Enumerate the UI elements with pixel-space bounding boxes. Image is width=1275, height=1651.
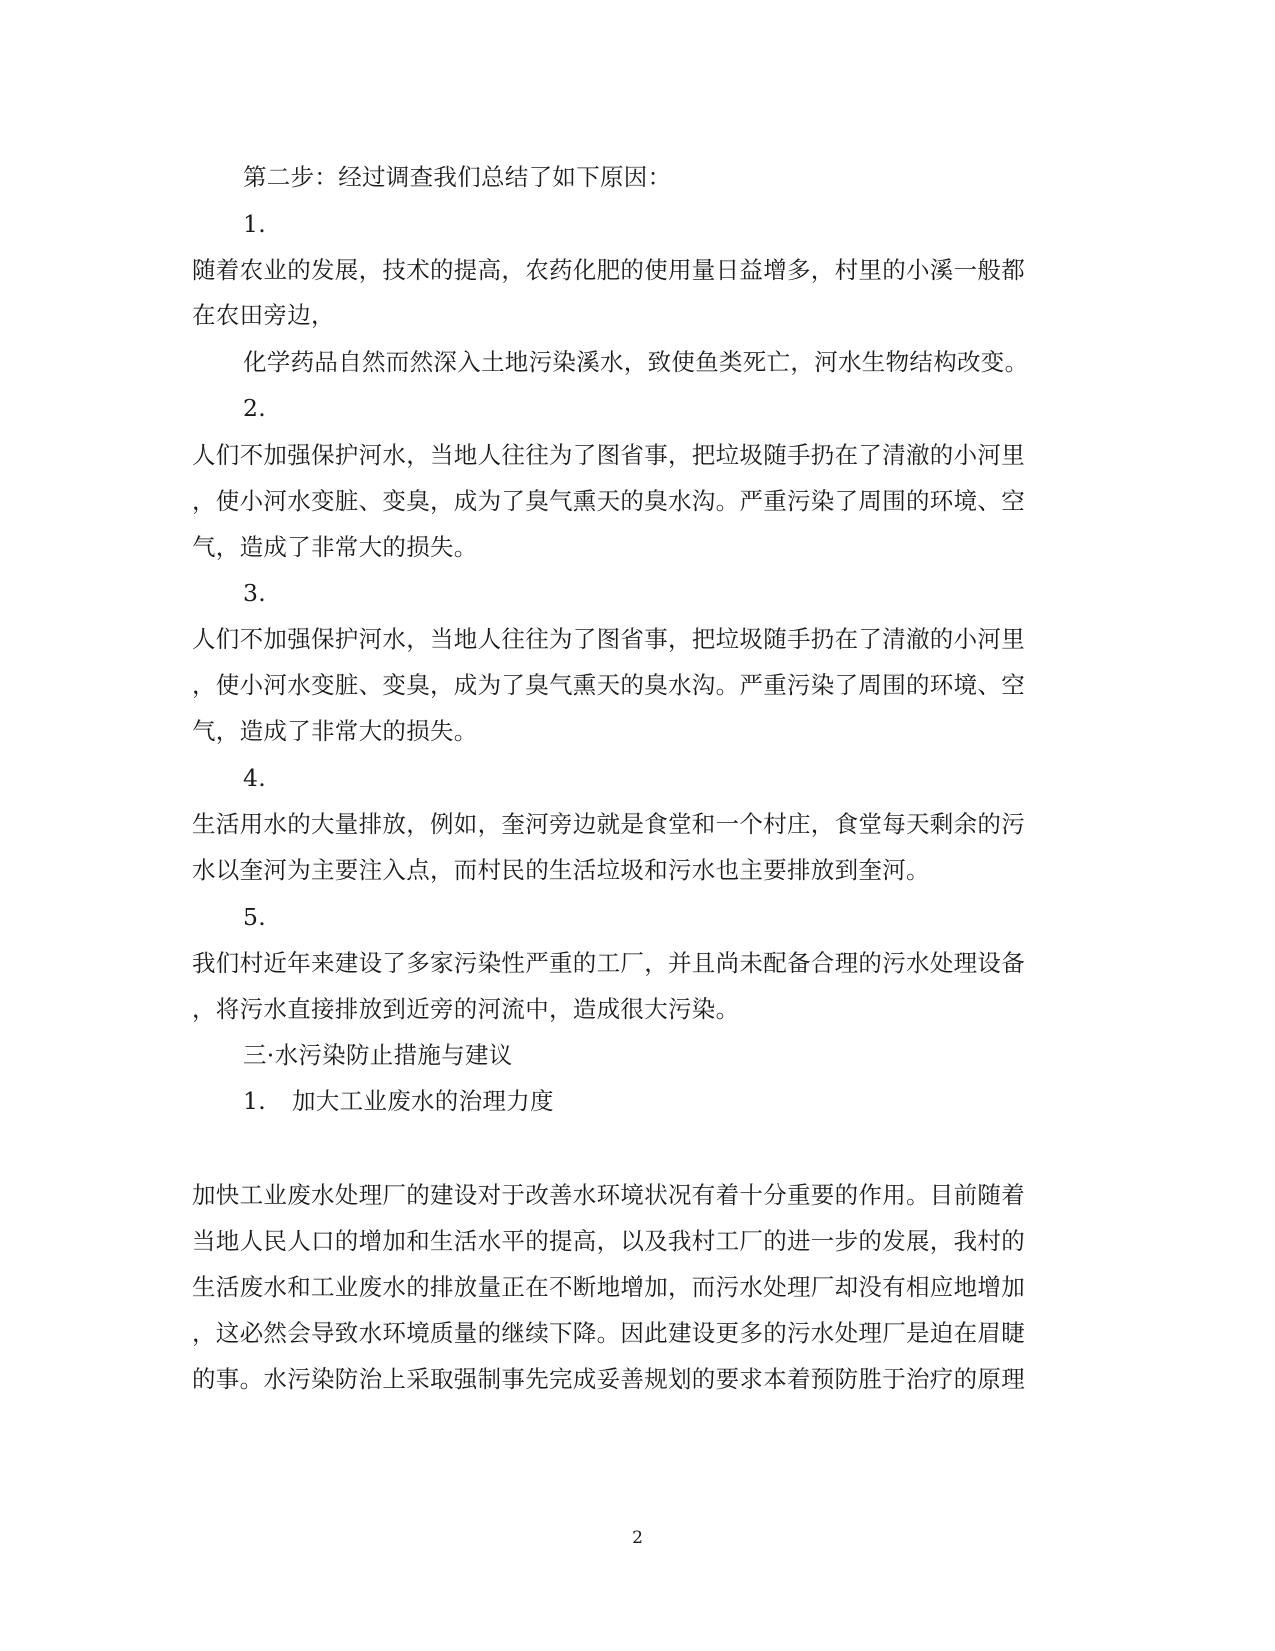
step-heading: 第二步：经过调查我们总结了如下原因： [243,163,672,191]
list-item-line: 在农田旁边， [192,301,335,329]
list-item-number: 3. [243,579,267,607]
list-item-line: 化学药品自然而然深入土地污染溪水，致使鱼类死亡，河水生物结构改变。 [243,348,1029,376]
list-item-line: ，使小河水变脏、变臭，成为了臭气熏天的臭水沟。严重污染了周围的环境、空 [192,487,1025,515]
paragraph-line: ，这必然会导致水环境质量的继续下降。因此建设更多的污水处理厂是迫在眉睫 [192,1319,1025,1347]
list-item-line: 人们不加强保护河水，当地人往往为了图省事，把垃圾随手扔在了清澈的小河里 [192,441,1025,469]
paragraph-line: 生活废水和工业废水的排放量正在不断地增加，而污水处理厂却没有相应地增加 [192,1273,1025,1301]
list-item-line: 气，造成了非常大的损失。 [192,717,478,745]
paragraph-line: 当地人民人口的增加和生活水平的提高，以及我村工厂的进一步的发展，我村的 [192,1227,1025,1255]
subsection-number: 1. [243,1087,267,1115]
list-item-line: 人们不加强保护河水，当地人往往为了图省事，把垃圾随手扔在了清澈的小河里 [192,625,1025,653]
list-item-line: 随着农业的发展，技术的提高，农药化肥的使用量日益增多，村里的小溪一般都 [192,256,1025,284]
list-item-line: 生活用水的大量排放，例如，奎河旁边就是食堂和一个村庄，食堂每天剩余的污 [192,810,1025,838]
paragraph-line: 的事。水污染防治上采取强制事先完成妥善规划的要求本着预防胜于治疗的原理 [192,1365,1025,1393]
list-item-number: 2. [243,394,267,422]
list-item-line: ，使小河水变脏、变臭，成为了臭气熏天的臭水沟。严重污染了周围的环境、空 [192,671,1025,699]
list-item-number: 5. [243,903,267,931]
list-item-line: ，将污水直接排放到近旁的河流中，造成很大污染。 [192,995,740,1023]
list-item-number: 1. [243,210,267,238]
list-item-number: 4. [243,764,267,792]
list-item-line: 气，造成了非常大的损失。 [192,533,478,561]
subsection-title: 加大工业废水的治理力度 [292,1087,554,1115]
page-number: 2 [632,1528,643,1548]
list-item-line: 我们村近年来建设了多家污染性严重的工厂，并且尚未配备合理的污水处理设备 [192,949,1025,977]
paragraph-line: 加快工业废水处理厂的建设对于改善水环境状况有着十分重要的作用。目前随着 [192,1181,1025,1209]
list-item-line: 水以奎河为主要注入点，而村民的生活垃圾和污水也主要排放到奎河。 [192,856,930,884]
section-heading: 三·水污染防止措施与建议 [243,1041,513,1069]
